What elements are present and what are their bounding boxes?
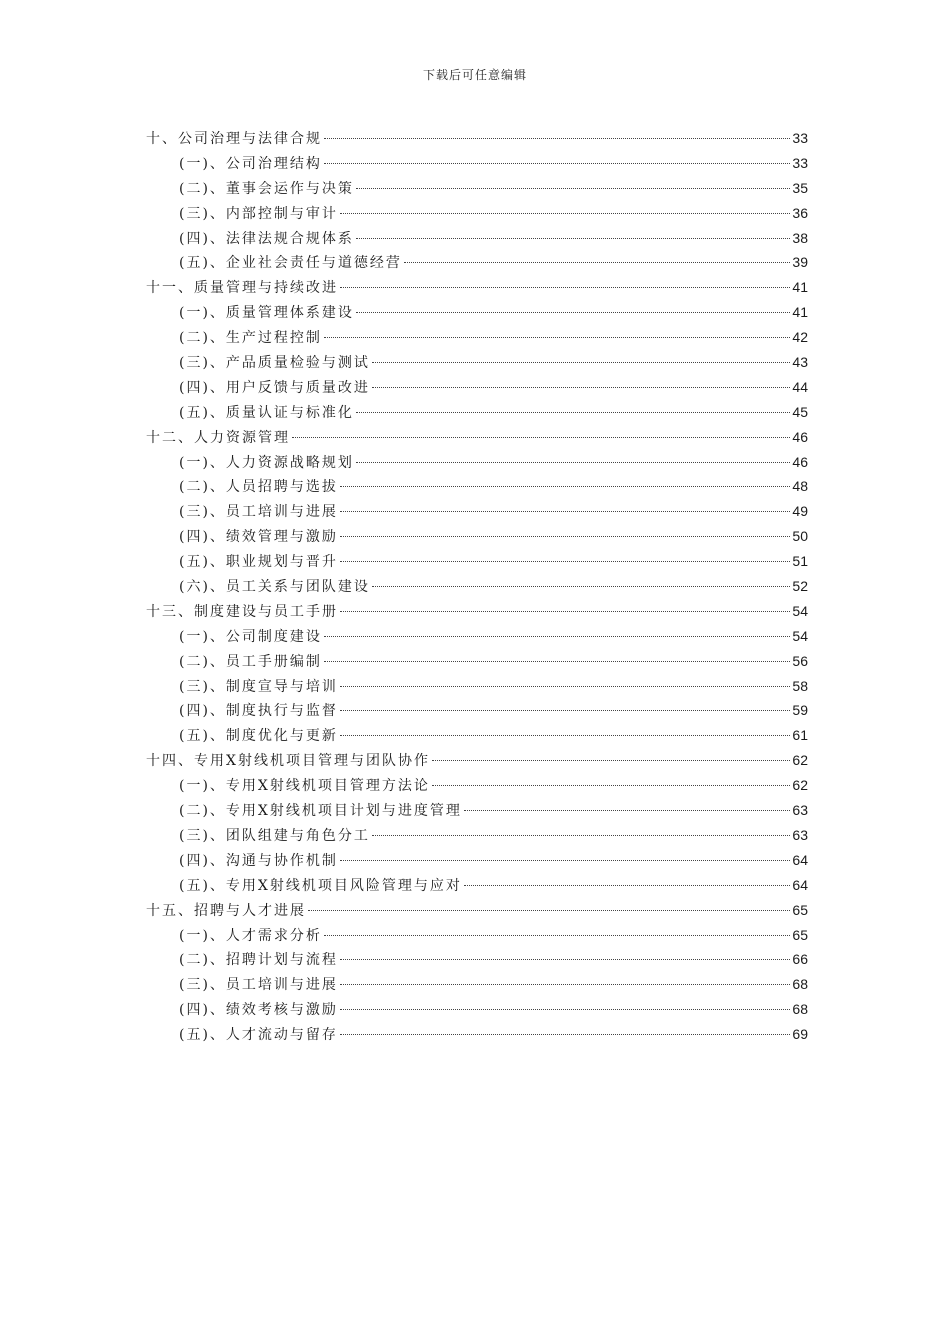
toc-entry-title: (一)、公司制度建设 [179, 628, 322, 645]
toc-dot-leader [356, 412, 790, 413]
toc-section-entry[interactable] [146, 947, 808, 972]
toc-dot-leader [324, 163, 790, 164]
toc-dot-leader [324, 661, 790, 662]
toc-dot-leader [464, 885, 791, 886]
toc-section-entry[interactable] [146, 773, 808, 798]
toc-dot-leader [340, 213, 790, 214]
toc-entry-title: (一)、人才需求分析 [179, 927, 322, 944]
toc-section-entry[interactable] [146, 624, 808, 649]
toc-page-number: 63 [792, 802, 808, 819]
toc-page-number: 68 [792, 1001, 808, 1018]
toc-section-entry[interactable] [146, 350, 808, 375]
toc-page-number: 48 [792, 478, 808, 495]
toc-entry-title: (五)、职业规划与晋升 [179, 554, 338, 571]
toc-section-entry[interactable] [146, 674, 808, 699]
toc-dot-leader [372, 835, 790, 836]
toc-section-entry[interactable] [146, 997, 808, 1022]
toc-dot-leader [356, 462, 790, 463]
toc-entry-title: (二)、生产过程控制 [179, 330, 322, 347]
page-header: 下载后可任意编辑 [422, 68, 527, 82]
toc-page-number: 59 [792, 702, 808, 719]
toc-page-number: 65 [792, 926, 808, 943]
toc-page-number: 61 [792, 727, 808, 744]
toc-section-entry[interactable] [146, 300, 808, 325]
toc-section-entry[interactable] [146, 226, 808, 251]
toc-page-number: 63 [792, 826, 808, 843]
toc-page-number: 51 [792, 553, 808, 570]
toc-section-entry[interactable] [146, 574, 808, 599]
toc-dot-leader [340, 1009, 790, 1010]
toc-dot-leader [340, 561, 790, 562]
toc-page-number: 45 [792, 403, 808, 420]
toc-entry-title: (四)、沟通与协作机制 [179, 852, 338, 869]
toc-page-number: 68 [792, 976, 808, 993]
toc-entry-title: 十二、人力资源管理 [146, 429, 290, 446]
toc-page-number: 33 [792, 130, 808, 146]
toc-chapter-entry[interactable] [146, 599, 808, 624]
toc-dot-leader [340, 287, 790, 288]
toc-page-number: 50 [792, 528, 808, 545]
toc-page-number: 38 [792, 229, 808, 246]
toc-entry-title: (六)、员工关系与团队建设 [179, 579, 370, 596]
toc-page-number: 46 [792, 453, 808, 470]
toc-page-number: 69 [792, 1026, 808, 1043]
toc-page-number: 62 [792, 777, 808, 794]
toc-entry-title: (一)、质量管理体系建设 [179, 305, 354, 322]
toc-page-number: 66 [792, 951, 808, 968]
toc-section-entry[interactable] [146, 873, 808, 898]
toc-dot-leader [340, 511, 790, 512]
toc-chapter-entry[interactable] [146, 748, 808, 773]
toc-section-entry[interactable] [146, 848, 808, 873]
toc-entry-title: 十三、制度建设与员工手册 [146, 603, 338, 620]
toc-section-entry[interactable] [146, 499, 808, 524]
toc-section-entry[interactable] [146, 176, 808, 201]
toc-section-entry[interactable] [146, 823, 808, 848]
toc-chapter-entry[interactable] [146, 126, 808, 151]
toc-page-number: 46 [792, 428, 808, 445]
toc-section-entry[interactable] [146, 250, 808, 275]
toc-dot-leader [372, 387, 790, 388]
toc-dot-leader [292, 437, 790, 438]
toc-page-number: 41 [792, 304, 808, 321]
toc-entry-title: (三)、员工培训与进展 [179, 977, 338, 994]
toc-entry-title: (二)、董事会运作与决策 [179, 180, 354, 197]
toc-section-entry[interactable] [146, 450, 808, 475]
toc-dot-leader [340, 611, 790, 612]
toc-page-number: 39 [792, 254, 808, 271]
toc-dot-leader [340, 710, 790, 711]
toc-section-entry[interactable] [146, 474, 808, 499]
toc-section-entry[interactable] [146, 325, 808, 350]
toc-entry-title: (四)、制度执行与监督 [179, 703, 338, 720]
toc-dot-leader [340, 686, 790, 687]
toc-section-entry[interactable] [146, 698, 808, 723]
toc-section-entry[interactable] [146, 201, 808, 226]
toc-page-number: 52 [792, 578, 808, 595]
toc-page-number: 41 [792, 279, 808, 296]
toc-entry-title: (二)、人员招聘与选拔 [179, 479, 338, 496]
toc-page-number: 36 [792, 204, 808, 221]
toc-section-entry[interactable] [146, 549, 808, 574]
toc-dot-leader [372, 362, 790, 363]
toc-entry-title: (五)、企业社会责任与道德经营 [179, 255, 402, 272]
toc-entry-title: (三)、员工培训与进展 [179, 504, 338, 521]
toc-dot-leader [340, 1034, 790, 1035]
toc-page-number: 54 [792, 627, 808, 644]
toc-section-entry[interactable] [146, 400, 808, 425]
toc-dot-leader [356, 312, 790, 313]
toc-entry-title: (三)、团队组建与角色分工 [179, 827, 370, 844]
toc-dot-leader [340, 860, 790, 861]
toc-section-entry[interactable] [146, 1022, 808, 1047]
toc-section-entry[interactable] [146, 375, 808, 400]
toc-chapter-entry[interactable] [146, 898, 808, 923]
toc-entry-title: (四)、用户反馈与质量改进 [179, 379, 370, 396]
toc-page-number: 44 [792, 378, 808, 395]
toc-entry-title: (一)、专用X射线机项目管理方法论 [179, 778, 430, 795]
toc-section-entry[interactable] [146, 151, 808, 176]
toc-page-number: 43 [792, 354, 808, 371]
toc-entry-title: (五)、人才流动与留存 [179, 1027, 338, 1044]
toc-dot-leader [324, 337, 790, 338]
toc-section-entry[interactable] [146, 723, 808, 748]
toc-page-number: 54 [792, 602, 808, 619]
toc-dot-leader [356, 188, 790, 189]
toc-dot-leader [324, 935, 790, 936]
toc-section-entry[interactable] [146, 923, 808, 948]
toc-page-number: 62 [792, 752, 808, 769]
toc-entry-title: (三)、内部控制与审计 [179, 205, 338, 222]
toc-page-number: 33 [792, 154, 808, 171]
toc-dot-leader [340, 486, 790, 487]
toc-section-entry[interactable] [146, 798, 808, 823]
toc-dot-leader [340, 959, 790, 960]
toc-section-entry[interactable] [146, 972, 808, 997]
table-of-contents [146, 126, 808, 1047]
toc-dot-leader [308, 910, 790, 911]
toc-entry-title: (二)、专用X射线机项目计划与进度管理 [179, 803, 462, 820]
toc-page-number: 64 [792, 876, 808, 893]
toc-entry-title: (四)、绩效考核与激励 [179, 1002, 338, 1019]
toc-entry-title: (四)、绩效管理与激励 [179, 529, 338, 546]
toc-page-number: 42 [792, 329, 808, 346]
toc-entry-title: (四)、法律法规合规体系 [179, 230, 354, 247]
toc-entry-title: (二)、员工手册编制 [179, 653, 322, 670]
toc-entry-title: (一)、人力资源战略规划 [179, 454, 354, 471]
toc-entry-title: (三)、产品质量检验与测试 [179, 355, 370, 372]
toc-page-number: 35 [792, 179, 808, 196]
toc-dot-leader [432, 760, 790, 761]
toc-entry-title: 十四、专用X射线机项目管理与团队协作 [146, 753, 430, 770]
toc-entry-title: (五)、专用X射线机项目风险管理与应对 [179, 877, 462, 894]
toc-section-entry[interactable] [146, 649, 808, 674]
toc-page-number: 56 [792, 652, 808, 669]
toc-dot-leader [356, 238, 790, 239]
toc-entry-title: 十五、招聘与人才进展 [146, 902, 306, 919]
toc-chapter-entry[interactable] [146, 425, 808, 450]
toc-page-number: 58 [792, 677, 808, 694]
toc-entry-title: (一)、公司治理结构 [179, 155, 322, 172]
toc-page-number: 65 [792, 901, 808, 918]
toc-dot-leader [404, 262, 790, 263]
toc-dot-leader [464, 810, 791, 811]
toc-chapter-entry[interactable] [146, 275, 808, 300]
toc-page-number: 64 [792, 851, 808, 868]
toc-dot-leader [340, 536, 790, 537]
toc-entry-title: 十一、质量管理与持续改进 [146, 280, 338, 297]
toc-entry-title: (三)、制度宣导与培训 [179, 678, 338, 695]
toc-entry-title: (二)、招聘计划与流程 [179, 952, 338, 969]
toc-dot-leader [324, 636, 790, 637]
toc-entry-title: (五)、制度优化与更新 [179, 728, 338, 745]
toc-entry-title: (五)、质量认证与标准化 [179, 404, 354, 421]
toc-dot-leader [372, 586, 790, 587]
toc-page-number: 49 [792, 503, 808, 520]
toc-dot-leader [324, 138, 790, 139]
toc-section-entry[interactable] [146, 524, 808, 549]
toc-dot-leader [432, 785, 791, 786]
toc-entry-title: 十、公司治理与法律合规 [146, 131, 322, 147]
toc-dot-leader [340, 735, 790, 736]
toc-dot-leader [340, 984, 790, 985]
